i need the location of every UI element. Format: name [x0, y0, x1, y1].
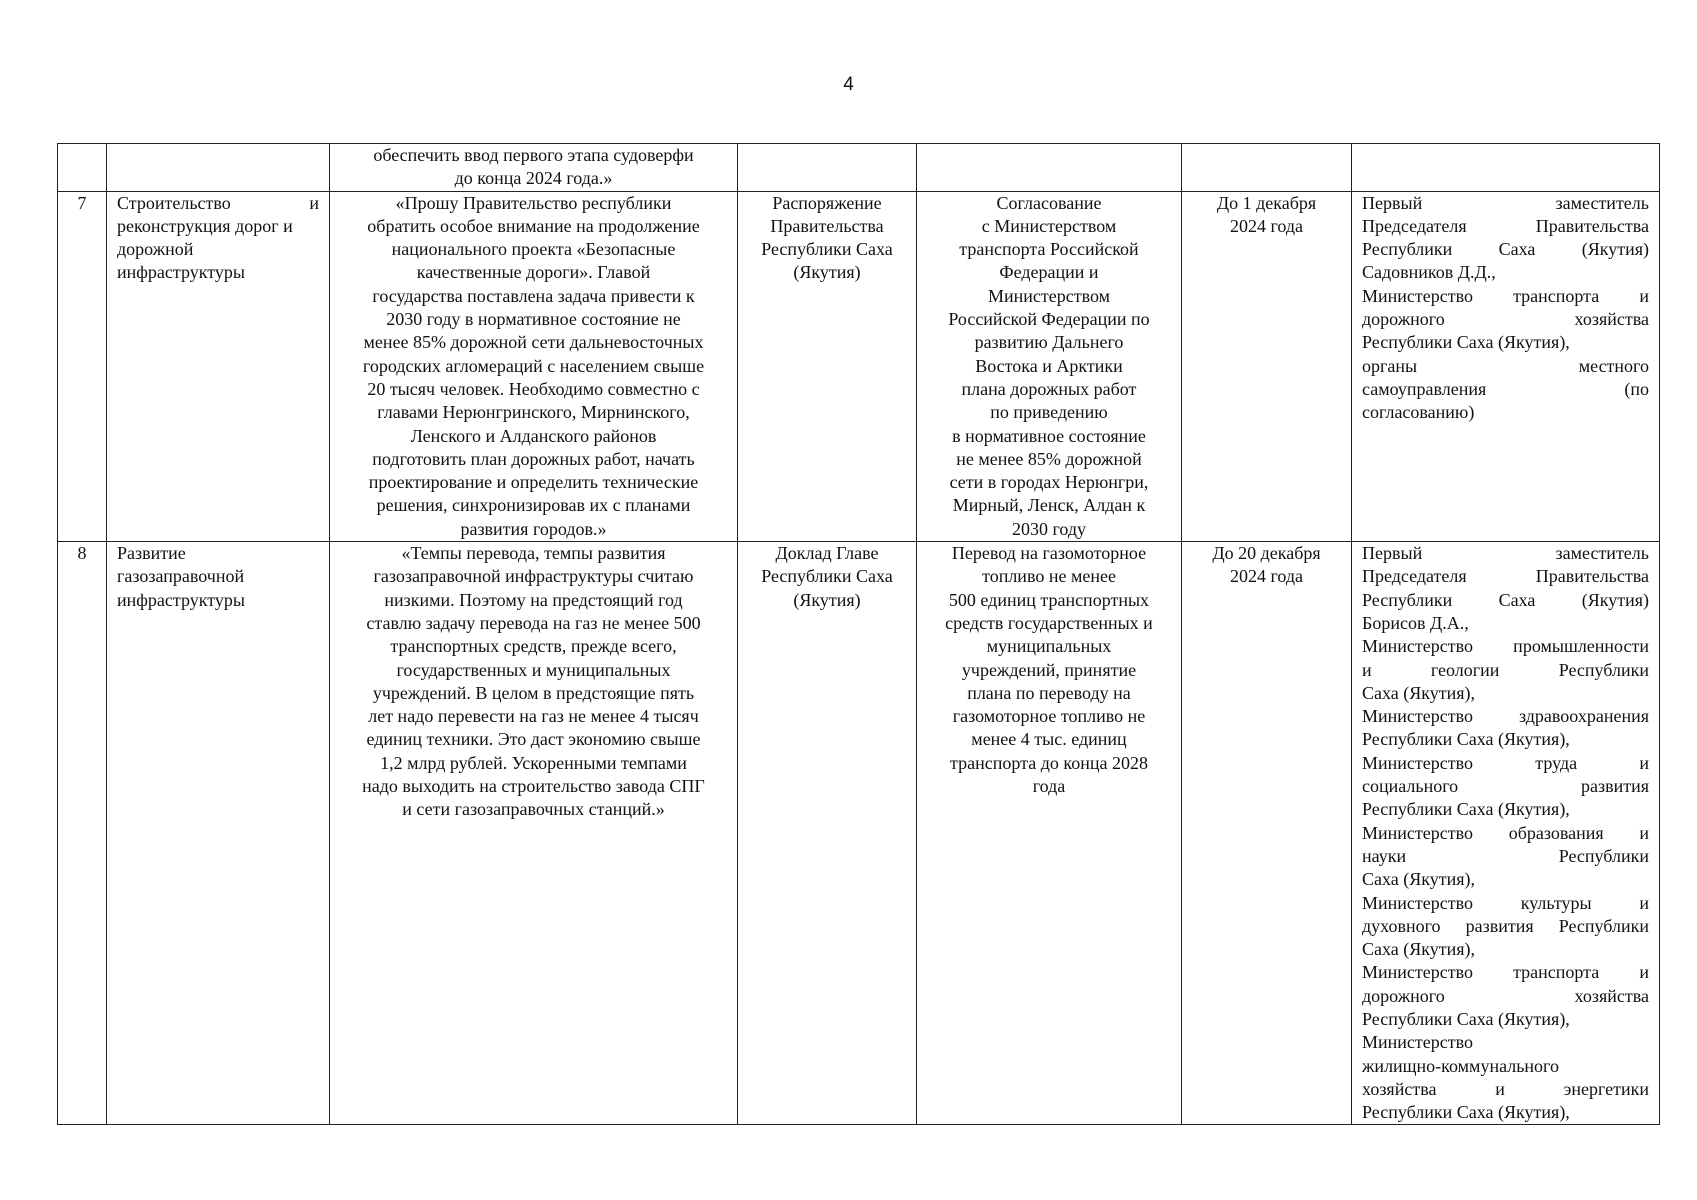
- quote-line: единиц техники. Это даст экономию свыше: [366, 729, 701, 750]
- cell-quote: [330, 144, 738, 192]
- responsible-line: Первый заместитель: [1362, 543, 1649, 564]
- responsible-line: Республики Саха (Якутия),: [1362, 1008, 1570, 1029]
- quote-line: государства поставлена задача привести к: [372, 285, 695, 306]
- result-line: топливо не менее: [982, 566, 1116, 587]
- result-line: года: [1032, 776, 1066, 797]
- cell-result: [917, 144, 1182, 192]
- responsible-line: Министерство транспорта и: [1362, 285, 1649, 306]
- direction-line: инфраструктуры: [117, 262, 245, 283]
- responsible-line: Министерство здравоохранения: [1362, 706, 1649, 727]
- responsible-line: духовного развития Республики: [1362, 915, 1649, 936]
- result-line: плана по переводу на: [967, 682, 1131, 703]
- responsible-line: Республики Саха (Якутия),: [1362, 332, 1570, 353]
- direction-line: газозаправочной: [117, 566, 245, 587]
- responsible-line: науки Республики: [1362, 845, 1649, 866]
- responsible-line: Саха (Якутия),: [1362, 682, 1476, 703]
- quote-line: низкими. Поэтому на предстоящий год: [384, 589, 683, 610]
- cell-responsible: [1352, 144, 1660, 192]
- table-row-continuation: [58, 144, 1660, 192]
- quote-line: главами Нерюнгринского, Мирнинского,: [377, 402, 690, 423]
- cell-result: [917, 542, 1182, 1125]
- result-line: сети в городах Нерюнгри,: [949, 472, 1149, 493]
- responsible-line: Садовников Д.Д.,: [1362, 262, 1496, 283]
- responsible-line: согласованию): [1362, 402, 1475, 423]
- result-line: муниципальных: [986, 636, 1112, 657]
- quote-line: развития городов.»: [460, 518, 607, 539]
- action-plan-table: [57, 143, 1660, 1125]
- quote-line: до конца 2024 года.»: [454, 168, 613, 189]
- result-line: менее 4 тыс. единиц: [971, 729, 1127, 750]
- responsible-line: Республики Саха (Якутия),: [1362, 799, 1570, 820]
- result-line: плана дорожных работ: [961, 378, 1137, 399]
- responsible-line: Борисов Д.А.,: [1362, 612, 1469, 633]
- quote-line: обеспечить ввод первого этапа судоверфи: [373, 145, 694, 165]
- quote-line: газозаправочной инфраструктуры считаю: [373, 566, 694, 587]
- responsible-line: Первый заместитель: [1362, 192, 1649, 213]
- result-line: Перевод на газомоторное: [951, 543, 1147, 564]
- table-row-8: [58, 542, 1660, 1125]
- result-line: Федерации и: [999, 262, 1099, 283]
- quote-line: качественные дороги». Главой: [416, 262, 651, 283]
- quote-line: 2030 году в нормативное состояние не: [386, 309, 681, 330]
- responsible-line: Саха (Якутия),: [1362, 869, 1476, 890]
- result-line: 2030 году: [1011, 518, 1087, 539]
- form-line: Республики Саха: [761, 239, 893, 260]
- quote-line: 20 тысяч человек. Необходимо совместно с: [367, 378, 700, 399]
- quote-line: ставлю задачу перевода на газ не менее 500: [366, 612, 701, 633]
- quote-line: «Темпы перевода, темпы развития: [401, 543, 666, 564]
- cell-deadline: [1182, 144, 1352, 192]
- cell-deadline: [1182, 542, 1352, 1125]
- responsible-line: Министерство труда и: [1362, 752, 1649, 773]
- quote-line: лет надо перевести на газ не менее 4 тысяч: [368, 706, 699, 727]
- quote-line: менее 85% дорожной сети дальневосточных: [363, 332, 704, 353]
- cell-form: [738, 542, 917, 1125]
- quote-line: государственных и муниципальных: [396, 659, 671, 680]
- responsible-line: хозяйства и энергетики: [1362, 1078, 1649, 1099]
- quote-line: обратить особое внимание на продолжение: [367, 215, 700, 236]
- responsible-line: Председателя Правительства: [1362, 566, 1649, 587]
- result-line: Мирный, Ленск, Алдан к: [952, 495, 1146, 516]
- quote-line: 1,2 млрд рублей. Ускоренными темпами: [380, 752, 687, 773]
- responsible-line: Министерство промышленности: [1362, 636, 1649, 657]
- quote-line: решения, синхронизировав их с планами: [376, 495, 691, 516]
- direction-line: Развитие: [117, 543, 186, 564]
- result-line: Согласование: [996, 192, 1102, 213]
- cell-form: [738, 191, 917, 541]
- quote-line: транспортных средств, прежде всего,: [390, 636, 677, 657]
- responsible-line: Республики Саха (Якутия): [1362, 239, 1649, 260]
- responsible-line: Министерство культуры и: [1362, 892, 1649, 913]
- cell-result: [917, 191, 1182, 541]
- quote-line: и сети газозаправочных станций.»: [402, 799, 665, 820]
- responsible-line: органы местного: [1362, 355, 1649, 376]
- cell-direction: [107, 542, 330, 1125]
- responsible-line: дорожного хозяйства: [1362, 309, 1649, 330]
- table-row-7: [58, 191, 1660, 541]
- responsible-line: Республики Саха (Якутия),: [1362, 729, 1570, 750]
- deadline-line: До 1 декабря: [1216, 192, 1317, 213]
- quote-line: Ленского и Алданского районов: [410, 425, 657, 446]
- responsible-line: жилищно-коммунального: [1362, 1055, 1559, 1076]
- deadline-line: 2024 года: [1229, 215, 1304, 236]
- form-line: Доклад Главе: [775, 543, 879, 564]
- responsible-line: Республики Саха (Якутия): [1362, 589, 1649, 610]
- result-line: Российской Федерации по: [948, 309, 1150, 330]
- quote-line: городских агломераций с населением свыше: [362, 355, 705, 376]
- cell-quote: [330, 542, 738, 1125]
- responsible-line: и геологии Республики: [1362, 659, 1649, 680]
- direction-line: Строительство и: [117, 192, 319, 213]
- responsible-line: Министерство образования и: [1362, 822, 1649, 843]
- responsible-line: самоуправления (по: [1362, 378, 1649, 399]
- quote-line: подготовить план дорожных работ, начать: [372, 448, 695, 469]
- cell-responsible: [1352, 542, 1660, 1125]
- result-line: с Министерством: [981, 215, 1117, 236]
- cell-quote: [330, 191, 738, 541]
- direction-line: реконструкция дорог и: [117, 215, 293, 236]
- responsible-line: Министерство: [1362, 1032, 1473, 1053]
- form-line: Республики Саха: [761, 566, 893, 587]
- result-line: транспорта Российской: [959, 239, 1139, 260]
- form-line: Распоряжение: [772, 192, 882, 213]
- result-line: не менее 85% дорожной: [956, 448, 1142, 469]
- quote-line: учреждений. В целом в предстоящие пять: [372, 682, 695, 703]
- cell-number: 8: [58, 542, 107, 1125]
- result-line: Министерством: [987, 285, 1111, 306]
- result-line: 500 единиц транспортных: [948, 589, 1150, 610]
- result-line: транспорта до конца 2028: [950, 752, 1148, 773]
- deadline-line: До 20 декабря: [1212, 543, 1321, 564]
- cell-number: 7: [58, 191, 107, 541]
- result-line: газомоторное топливо не: [952, 706, 1146, 727]
- quote-line: проектирование и определить технические: [368, 472, 699, 493]
- direction-line: дорожной: [117, 239, 194, 260]
- result-line: по приведению: [990, 402, 1108, 423]
- form-line: (Якутия): [793, 589, 861, 610]
- responsible-line: Саха (Якутия),: [1362, 939, 1476, 960]
- quote-line: надо выходить на строительство завода СПГ: [362, 776, 705, 797]
- deadline-line: 2024 года: [1229, 566, 1304, 587]
- result-line: Востока и Арктики: [975, 355, 1123, 376]
- form-line: (Якутия): [793, 262, 861, 283]
- result-line: учреждений, принятие: [961, 659, 1137, 680]
- responsible-line: Министерство транспорта и: [1362, 962, 1649, 983]
- cell-deadline: [1182, 191, 1352, 541]
- responsible-line: Председателя Правительства: [1362, 215, 1649, 236]
- responsible-line: Республики Саха (Якутия),: [1362, 1102, 1570, 1123]
- cell-responsible: [1352, 191, 1660, 541]
- form-line: Правительства: [770, 215, 884, 236]
- cell-number: [58, 144, 107, 192]
- result-line: развитию Дальнего: [974, 332, 1124, 353]
- page-number: 4: [843, 74, 854, 95]
- cell-direction: [107, 144, 330, 192]
- quote-line: «Прошу Правительство республики: [395, 192, 672, 213]
- responsible-line: социального развития: [1362, 776, 1649, 797]
- result-line: средств государственных и: [945, 612, 1153, 633]
- cell-direction: [107, 191, 330, 541]
- quote-line: национального проекта «Безопасные: [391, 239, 676, 260]
- responsible-line: дорожного хозяйства: [1362, 985, 1649, 1006]
- cell-form: [738, 144, 917, 192]
- result-line: в нормативное состояние: [952, 425, 1146, 446]
- direction-line: инфраструктуры: [117, 589, 245, 610]
